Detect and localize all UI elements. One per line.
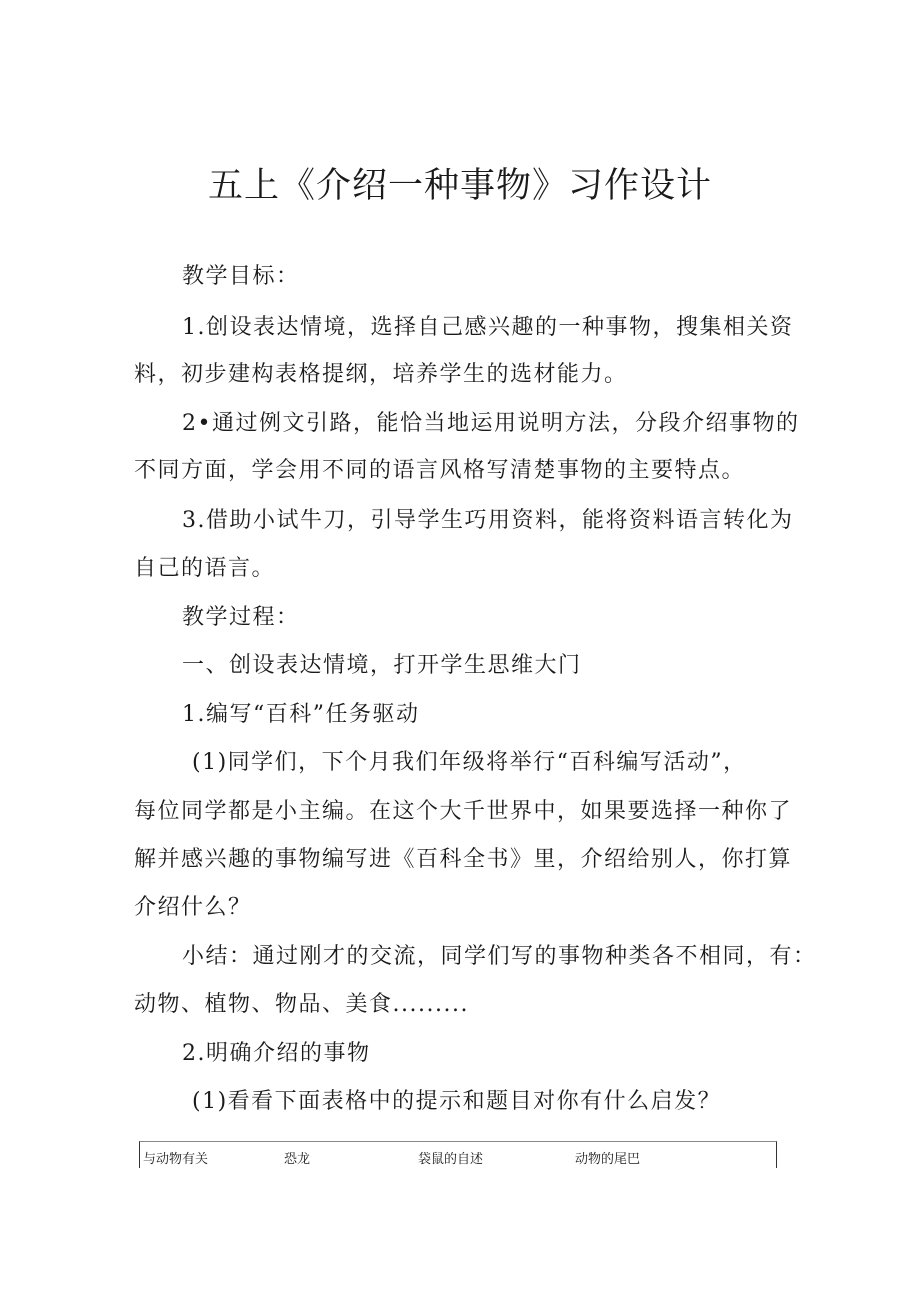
table-cell: 动物的尾巴 <box>575 1152 641 1167</box>
section-heading-process: 教学过程： <box>182 605 300 630</box>
paragraph-line: (1)看看下面表格中的提示和题目对你有什么启发？ <box>192 1089 722 1114</box>
subheading-line: 1.编写“百科”任务驱动 <box>182 702 420 727</box>
paragraph-line: 自己的语言。 <box>134 556 276 581</box>
section-heading-goals: 教学目标： <box>182 264 300 289</box>
paragraph-line: 2•通过例文引路，能恰当地运用说明方法，分段介绍事物的 <box>182 411 800 436</box>
table-cell: 袋鼠的自述 <box>418 1152 484 1167</box>
paragraph-line: (1)同学们，下个月我们年级将举行“百科编写活动”， <box>192 750 747 775</box>
summary-line: 小结：通过刚才的交流，同学们写的事物种类各不相同，有： <box>182 944 817 969</box>
paragraph-line: 不同方面，学会用不同的语言风格写清楚事物的主要特点。 <box>134 458 746 483</box>
paragraph-line: 动物、植物、物品、美食......... <box>134 992 469 1017</box>
paragraph-line: 3.借助小试牛刀，引导学生巧用资料，能将资料语言转化为 <box>182 508 794 533</box>
table-cell: 恐龙 <box>284 1152 311 1167</box>
paragraph-line: 介绍什么？ <box>134 895 252 920</box>
topic-table <box>139 1141 777 1168</box>
paragraph-line: 料，初步建构表格提纲，培养学生的选材能力。 <box>134 362 628 387</box>
table-cell: 与动物有关 <box>143 1152 209 1167</box>
section-heading-step-one: 一、创设表达情境，打开学生思维大门 <box>182 653 582 678</box>
subheading-line: 2.明确介绍的事物 <box>182 1041 371 1066</box>
paragraph-line: 解并感兴趣的事物编写进《百科全书》里，介绍给别人，你打算 <box>134 847 793 872</box>
page-title: 五上《介绍一种事物》习作设计 <box>207 166 712 206</box>
paragraph-line: 1.创设表达情境，选择自己感兴趣的一种事物，搜集相关资 <box>182 315 794 340</box>
paragraph-line: 每位同学都是小主编。在这个大千世界中，如果要选择一种你了 <box>134 799 793 824</box>
